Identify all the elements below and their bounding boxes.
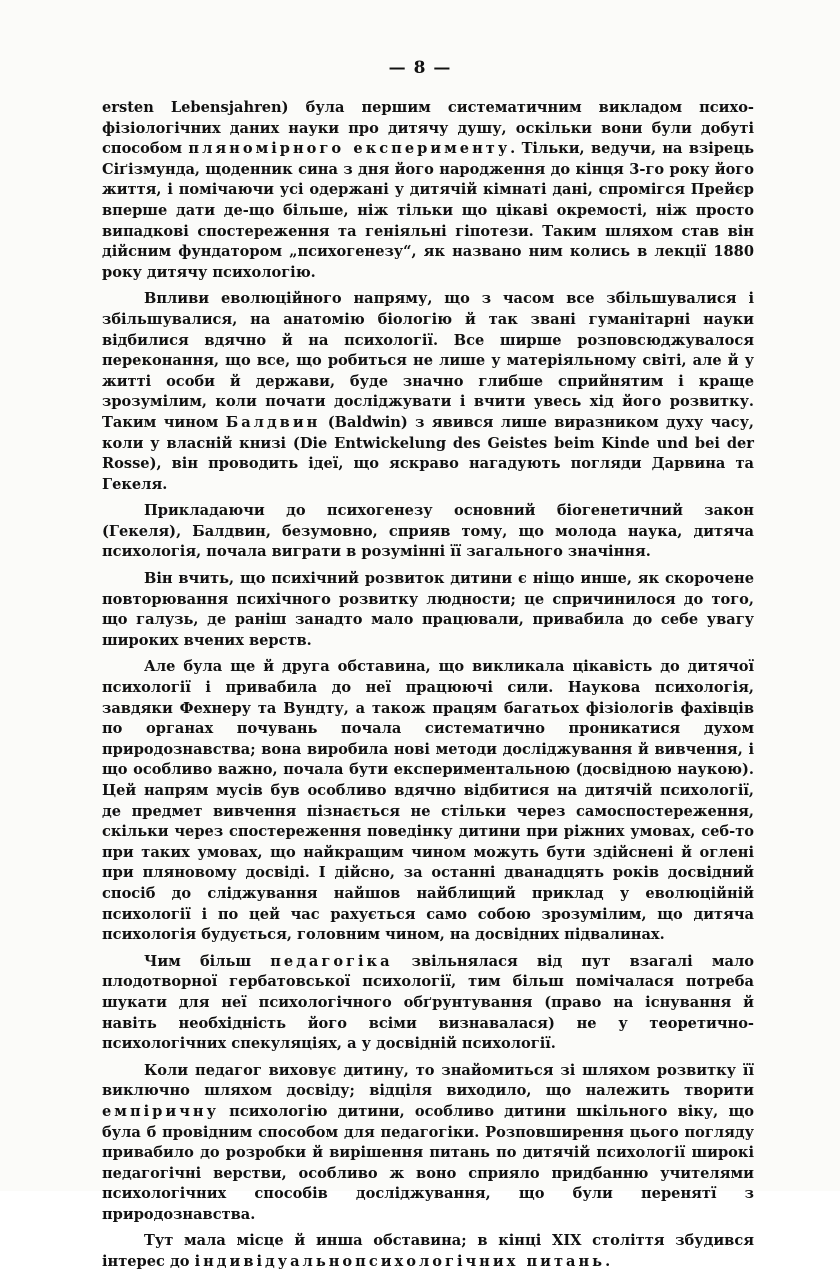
paragraph bbox=[102, 657, 754, 945]
page-number: — 8 — bbox=[388, 58, 452, 78]
emphasized-text: індивідуальнопсихологічних питань bbox=[194, 1253, 606, 1271]
paragraph-text: психологію дитини, особливо дитини шкільного віку, що була б провідним способом для педагогіки. Розповширення цього погляду привабило до розробки й вирішення питань по дитячій психології широкі педагогічні верстви, особливо ж воно сприяло придбанню учителями психологічних способів досліджування, що були перенятї з природознавства. bbox=[102, 1102, 754, 1223]
paragraph bbox=[102, 569, 754, 651]
paragraph-text: . Тільки, ведучи, на взірець Сіґізмунда, щоденник сина з дня його народження до кінця 3-го року його життя, і помічаючи усі одержані у дитячій кімнаті дані, спромігся Прейєр вперше дати де-що більше, ніж тільки що цікаві окремості, ніж просто випадкові спостереження та геніяльні гіпотези. Таким шляхом став він дійсним фундатором „психогенезу“, як названо ним колись в лекції 1880 року дитячу психологію. bbox=[102, 140, 754, 281]
emphasized-text: Балдвин bbox=[225, 413, 321, 431]
paragraph-text: ersten Lebensjahren) була першим систематичним викладом психо-фізіологічних даних науки про дитячу душу, оскільки вони були добуті способом bbox=[102, 99, 754, 158]
paragraph-text: Але була ще й друга обставина, що викликала цікавість до дитячої психології і привабила до неї працюючі сили. Наукова психологія, завдяки Фехнеру та Вундту, а також працям багатьох фізіологів фахівців по органах почувань почала систематично проникатися духом природознавства; вона виробила нові методи досліджування й вивчення, і що особливо важно, почала бути експериментальною (досвідною наукою). Цей напрям мусів був особливо вдячно відбитися на дитячій психології, де предмет вивчення пізнається не стільки через самоспостереження, скільки через спостереження поведінку дитини при ріжних умовах, себ-то при таких умовах, що найкращим чином можуть бути здійснені й оглені при пляновому досвіді. І дійсно, за останні дванадцять років досвідний спосіб до сліджування найшов найблищий приклад у еволюційній психології і по цей час рахується само собою зрозумілим, що дитяча психологія будується, головним чином, на досвідних підвалинах. bbox=[102, 658, 754, 944]
paragraph-text: (Baldwin) з явився лише виразником духу часу, коли у власній книзі (Die Entwickelung des Geistes beim Kinde und bei der Rosse), він проводить ідеї, що яскраво нагадують погляди Дарвина та Гекеля. bbox=[102, 413, 754, 493]
paragraph bbox=[102, 1231, 754, 1272]
body-text bbox=[102, 98, 754, 1279]
paragraph-text: Тут мала місце й инша обставина; в кінці XIX століття збудився інтерес до bbox=[102, 1232, 754, 1271]
paragraph-text: Коли педагог виховує дитину, то знайомиться зі шляхом розвитку її виключно шляхом досвіду; відціля виходило, що належить творити bbox=[102, 1061, 754, 1100]
emphasized-text: пляномірного експерименту bbox=[188, 140, 511, 158]
paragraph bbox=[102, 98, 754, 283]
paragraph-text: звільнялася від пут взагалі мало плодотворної гербатовської психології, тим більш помічалася потреба шукати для неї психологічного обґрунтування (право на існування й навіть необхідність його всіми визнавалася) не у теоретично-психологічних спекуляціях, а у досвідній психології. bbox=[102, 952, 754, 1053]
emphasized-text: емпіричну bbox=[102, 1102, 219, 1120]
paragraph-text: Чим більш bbox=[144, 952, 271, 970]
paragraph-text: Прикладаючи до психогенезу основний біогенетичний закон (Гекеля), Балдвин, безумовно, сприяв тому, що молода наука, дитяча психологія, почала виграти в розумінні її загального значіння. bbox=[102, 502, 754, 561]
paragraph bbox=[102, 501, 754, 563]
emphasized-text: педагогіка bbox=[270, 952, 393, 970]
paragraph bbox=[102, 952, 754, 1055]
paragraph-text: Впливи еволюційного напряму, що з часом все збільшувалися і збільшувалися, на анатомію біологію й так звані гуманітарні науки відбилися вдячно й на психології. Все ширше розповсюджувалося переконання, що все, що робиться не лише у матеріяльному світі, але й у житті особи й держави, буде значно глибше сприйнятим і краще зрозумілим, коли почати досліджувати і вчити увесь хід його розвитку. Таким чином bbox=[102, 290, 754, 431]
paragraph bbox=[102, 289, 754, 495]
paragraph-text: Він вчить, що психічний розвиток дитини є ніщо инше, як скорочене повторювання психічного розвитку людности; це спричинилося до того, що галузь, де раніш занадто мало працювали, привабила до себе увагу широких вчених верств. bbox=[102, 570, 754, 649]
paragraph bbox=[102, 1061, 754, 1226]
paragraph-text: . bbox=[605, 1253, 611, 1271]
